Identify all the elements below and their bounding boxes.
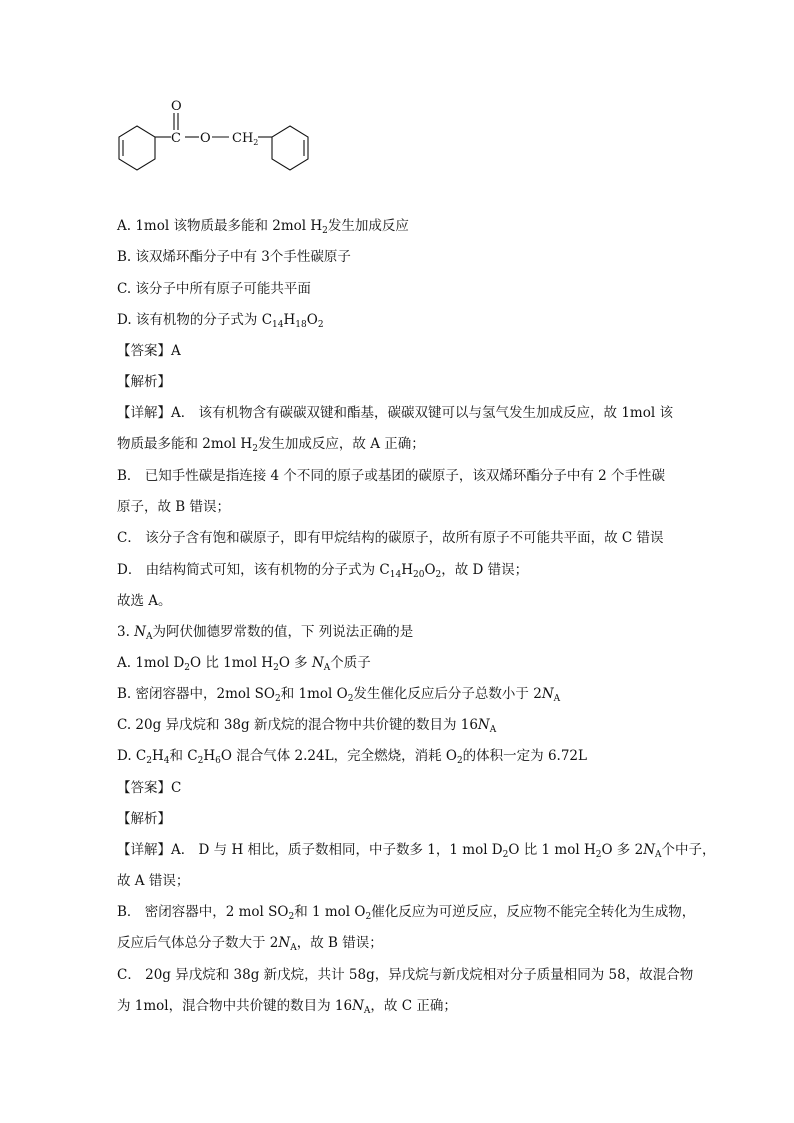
q3-option-d: D. $C_2H_4$和 $C_2H_6O$ 混合气体 2.24L，完全燃烧，消耗 $O_2$的体积一定为 6.72L <box>117 748 587 766</box>
q2-option-b: B. 该双烯环酯分子中有 3个手性碳原子 <box>117 249 351 265</box>
q2-detail-b-line2: 原子，故 B 错误； <box>117 499 231 515</box>
q3-option-b: B. 密闭容器中，2mol $SO_2$和 1mol $O_2$发生催化反应后分子总数小于 $2N_A$ <box>117 686 561 704</box>
q2-detail-d: D． 由结构简式可知，该有机物的分子式为 $C_{14}H_{20}O_2$，故 D 错误； <box>117 562 529 580</box>
q3-detail-c-line2: 为 1mol，混合物中共价键的数目为 $16N_A$，故 C 正确； <box>117 998 457 1016</box>
q2-option-c: C. 该分子中所有原子可能共平面 <box>117 281 311 297</box>
q3-analysis-heading: 【解析】 <box>117 811 171 827</box>
atom-o-ester: O <box>200 131 211 146</box>
q2-detail-b-line1: B． 已知手性碳是指连接 4 个不同的原子或基团的碳原子，该双烯环酯分子中有 2 个手性碳 <box>117 468 666 484</box>
atom-ch2: $CH_2$ <box>232 131 259 147</box>
q2-analysis-heading: 【解析】 <box>117 374 171 390</box>
q3-stem: 3. $N_A$为阿伏伽德罗常数的值，下 列说法正确的是 <box>117 624 414 642</box>
q2-option-a: A. 1mol 该物质最多能和 2mol $H_2$发生加成反应 <box>117 218 409 236</box>
q3-detail-b-line2: 反应后气体总分子数大于 $2N_A$，故 B 错误； <box>117 935 383 953</box>
q3-option-c: C. 20g 异戊烷和 38g 新戊烷的混合物中共价键的数目为 $16N_A$ <box>117 717 497 735</box>
right-cyclohexene-ring <box>272 126 308 170</box>
q3-detail-b-line1: B． 密闭容器中，2 mol $SO_2$和 1 mol $O_2$催化反应为可逆反应，反应物不能完全转化为生成物， <box>117 904 696 922</box>
q2-option-d: D. 该有机物的分子式为 $C_{14}H_{18}O_2$ <box>117 312 324 330</box>
q3-answer: 【答案】C <box>117 780 182 796</box>
q2-detail-c: C． 该分子含有饱和碳原子，即有甲烷结构的碳原子，故所有原子不可能共平面，故 C 错误 <box>117 530 664 546</box>
ester-structure-diagram <box>108 96 328 181</box>
q3-detail-a-line1: 【详解】A． D 与 H 相比，质子数相同，中子数多 1，1 mol $D_2O$ 比 1 mol $H_2O$ 多 $2N_A$个中子， <box>117 842 716 860</box>
q3-detail-c-line1: C． 20g 异戊烷和 38g 新戊烷，共计 58g，异戊烷与新戊烷相对分子质量相同为 58，故混合物 <box>117 967 694 983</box>
q2-detail-a-line2: 物质最多能和 2mol $H_2$发生加成反应，故 A 正确； <box>117 436 425 454</box>
atom-o-carbonyl: O <box>171 99 182 114</box>
left-cyclohexene-ring <box>119 126 155 170</box>
q3-detail-a-line2: 故 A 错误； <box>117 873 190 889</box>
q2-conclusion: 故选 A。 <box>117 593 172 609</box>
q2-detail-a-line1: 【详解】A． 该有机物含有碳碳双键和酯基，碳碳双键可以与氢气发生加成反应，故 1mol 该 <box>117 405 673 421</box>
q2-answer: 【答案】A <box>117 343 181 359</box>
q3-option-a: A. 1mol $D_2O$ 比 1mol $H_2O$ 多 $N_A$个质子 <box>117 655 371 673</box>
atom-c-carbonyl: C <box>171 131 181 146</box>
